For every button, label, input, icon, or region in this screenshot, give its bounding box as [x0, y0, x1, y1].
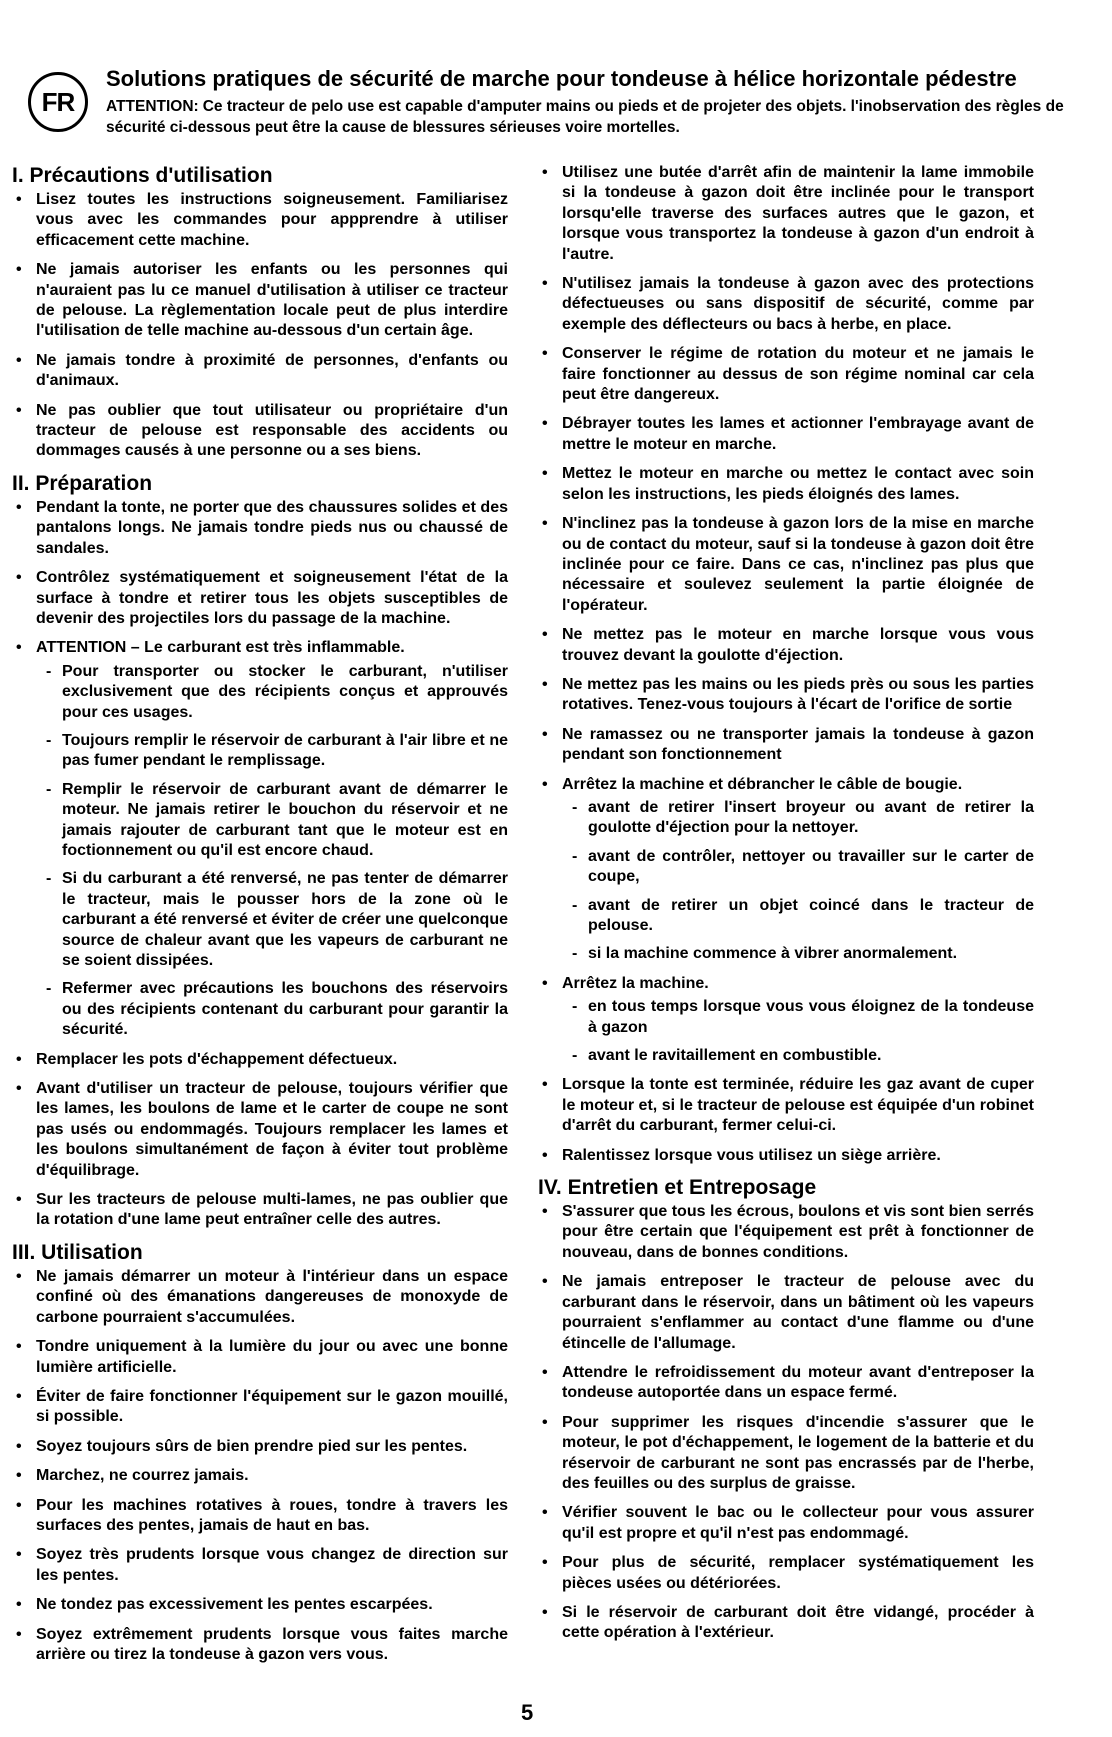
section-heading: II. Préparation	[12, 471, 153, 495]
list-item: • Ralentissez lorsque vous utilisez un siège arrière.	[538, 1146, 1034, 1166]
warning-label: ATTENTION:	[106, 98, 199, 115]
page-number: 5	[521, 1700, 534, 1725]
list-item: • Ne jamais entreposer le tracteur de pelouse avec du carburant dans le réservoir, dans un bâtiment où les vapeurs pourraient s'enflammer au contact d'une flamme ou d'une étincelle de l'allumage.	[538, 1272, 1034, 1354]
list-item	[538, 775, 1034, 965]
list-item-text: Arrêtez la machine.	[562, 974, 709, 992]
warning-text: Ce tracteur de pelo use est capable d'amputer mains ou pieds et de projeter des objets. l'inobservation des règles de sécurité ci-dessous peut être la cause de blessures sérieuses voire mortelles.	[106, 98, 1064, 136]
left-column	[12, 163, 508, 1674]
list-item: • Attendre le refroidissement du moteur avant d'entreposer la tondeuse autoportée dans un espace fermé.	[538, 1363, 1034, 1404]
list-item: • Sur les tracteurs de pelouse multi-lames, ne pas oublier que la rotation d'une lame peut entraîner celle des autres.	[12, 1190, 508, 1231]
list-item	[538, 974, 1034, 1067]
list-item: • Pour plus de sécurité, remplacer systématiquement les pièces usées ou détériorées.	[538, 1553, 1034, 1594]
section-heading: IV. Entretien et Entreposage	[538, 1176, 817, 1200]
list-item: • Vérifier souvent le bac ou le collecteur pour vous assurer qu'il est propre et qu'il n'est pas endommagé.	[538, 1503, 1034, 1544]
sub-list-item: - en tous temps lorsque vous vous éloignez de la tondeuse à gazon	[562, 997, 1034, 1038]
list-item: • Soyez toujours sûrs de bien prendre pied sur les pentes.	[12, 1437, 508, 1457]
list-item: • Ne jamais autoriser les enfants ou les personnes qui n'auraient pas lu ce manuel d'utilisation à utiliser ce tracteur de pelouse. La règlementation locale peut de plus interdire l'utilisation de telle machine au-dessous d'un certain âge.	[12, 260, 508, 342]
list-item: • Contrôlez systématiquement et soigneusement l'état de la surface à tondre et retirer tous les objets susceptibles de devenir des projectiles lors du passage de la machine.	[12, 568, 508, 629]
sub-list-item: - avant de retirer un objet coincé dans le tracteur de pelouse.	[562, 896, 1034, 937]
list-item: • Ne tondez pas excessivement les pentes escarpées.	[12, 1595, 508, 1615]
list-item: • Avant d'utiliser un tracteur de pelouse, toujours vérifier que les lames, les boulons de lame et le carter de coupe ne sont pas usés ou endommagés. Toujours remplacer les lames et les boulons simultanément de façon à éviter tout problème d'équilibrage.	[12, 1079, 508, 1181]
sub-list-item: - avant de retirer l'insert broyeur ou avant de retirer la goulotte d'éjection pour la nettoyer.	[562, 798, 1034, 839]
list-item: • Ne pas oublier que tout utilisateur ou propriétaire d'un tracteur de pelouse est responsable des accidents ou dommages causés à une personne ou a ses biens.	[12, 401, 508, 462]
sub-list-item: - Toujours remplir le réservoir de carburant à l'air libre et ne pas fumer pendant le remplissage.	[36, 731, 508, 772]
section-precautions	[12, 163, 508, 462]
section-heading: I. Précautions d'utilisation	[12, 164, 273, 187]
list-item: • Conserver le régime de rotation du moteur et ne jamais le faire fonctionner au dessus de son régime nominal car cela peut être dangereux.	[538, 344, 1034, 405]
list-item: • Utilisez une butée d'arrêt afin de maintenir la lame immobile si la tondeuse à gazon doit être inclinée pour le transport lorsqu'elle traverse des surfaces autres que le gazon, et lorsque vous transportez la tondeuse à gazon d'un endroit à l'autre.	[538, 163, 1034, 265]
list-item: • Pendant la tonte, ne porter que des chaussures solides et des pantalons longs. Ne jamais tondre pieds nus ou chaussé de sandales.	[12, 498, 508, 559]
list-item: • Pour supprimer les risques d'incendie s'assurer que le moteur, le pot d'échappement, le logement de la batterie et du réservoir de carburant ne sont pas encrassés par de l'herbe, des feuilles ou des surplus de graisse.	[538, 1413, 1034, 1495]
list-item: • N'utilisez jamais la tondeuse à gazon avec des protections défectueuses ou sans dispositif de sécurité, comme par exemple des déflecteurs ou bacs à herbe, en place.	[538, 274, 1034, 335]
list-item: • S'assurer que tous les écrous, boulons et vis sont bien serrés pour être certain que l'équipement est prêt à fonctionner de nouveau, dans de bonnes conditions.	[538, 1202, 1034, 1263]
sub-list-item: - avant de contrôler, nettoyer ou travailler sur le carter de coupe,	[562, 847, 1034, 888]
section-utilisation	[12, 1240, 508, 1666]
list-item: • Si le réservoir de carburant doit être vidangé, procéder à cette opération à l'extérieur.	[538, 1603, 1034, 1644]
section-preparation	[12, 471, 508, 1231]
sub-list-item: - avant le ravitaillement en combustible.	[562, 1046, 1034, 1066]
list-item: • Débrayer toutes les lames et actionner l'embrayage avant de mettre le moteur en marche.	[538, 414, 1034, 455]
list-item: • Tondre uniquement à la lumière du jour ou avec une bonne lumière artificielle.	[12, 1337, 508, 1378]
sub-list-item: - Refermer avec précautions les bouchons des réservoirs ou des récipients contenant du carburant pour garantir la sécurité.	[36, 979, 508, 1040]
list-item: • Mettez le moteur en marche ou mettez le contact avec soin selon les instructions, les pieds éloignés des lames.	[538, 464, 1034, 505]
list-item-text: Arrêtez la machine et débrancher le câble de bougie.	[562, 775, 963, 793]
sub-list-item: - Remplir le réservoir de carburant avant de démarrer le moteur. Ne jamais retirer le bouchon du réservoir et ne jamais rajouter de carburant tant que le moteur est en foctionnement ou qu'il est encore chaud.	[36, 780, 508, 862]
list-item: • Éviter de faire fonctionner l'équipement sur le gazon mouillé, si possible.	[12, 1387, 508, 1428]
list-item: • Lisez toutes les instructions soigneusement. Familiarisez vous avec les commandes pour appprendre à utiliser efficacement cette machine.	[12, 190, 508, 251]
sub-list-item: - Pour transporter ou stocker le carburant, n'utiliser exclusivement que des récipients conçus et approuvés pour ces usages.	[36, 662, 508, 723]
list-item: • Ne mettez pas le moteur en marche lorsque vous vous trouvez devant la goulotte d'éjection.	[538, 625, 1034, 666]
right-column	[538, 163, 1034, 1653]
page-title: Solutions pratiques de sécurité de marche pour tondeuse à hélice horizontale pédestre	[106, 66, 1017, 91]
list-item: • Remplacer les pots d'échappement défectueux.	[12, 1050, 508, 1070]
list-item: • Ne jamais démarrer un moteur à l'intérieur dans un espace confiné où des émanations dangereuses de monoxyde de carbone pourraient s'accumulées.	[12, 1267, 508, 1328]
list-item: • Lorsque la tonte est terminée, réduire les gaz avant de cuper le moteur et, si le tracteur de pelouse est équipée d'un robinet d'arrêt du carburant, fermer celui-ci.	[538, 1075, 1034, 1136]
warning-notice	[106, 96, 1086, 138]
sub-list-item: - si la machine commence à vibrer anormalement.	[562, 944, 1034, 964]
section-utilisation-continued	[538, 163, 1034, 1166]
list-item: • Pour les machines rotatives à roues, tondre à travers les surfaces des pentes, jamais de haut en bas.	[12, 1496, 508, 1537]
list-item: • Ne jamais tondre à proximité de personnes, d'enfants ou d'animaux.	[12, 351, 508, 392]
list-item: • Soyez extrêmement prudents lorsque vous faites marche arrière ou tirez la tondeuse à gazon vers vous.	[12, 1625, 508, 1666]
page-header	[24, 64, 1084, 150]
language-badge: FR	[28, 72, 88, 132]
list-item: • Ne mettez pas les mains ou les pieds près ou sous les parties rotatives. Tenez-vous toujours à l'écart de l'orifice de sortie	[538, 675, 1034, 716]
section-heading: III. Utilisation	[12, 1240, 143, 1264]
section-entretien	[538, 1175, 1034, 1644]
list-item	[12, 638, 508, 1040]
list-item-text: ATTENTION – Le carburant est très inflammable.	[36, 639, 405, 657]
list-item: • Marchez, ne courrez jamais.	[12, 1466, 508, 1486]
list-item: • Soyez très prudents lorsque vous changez de direction sur les pentes.	[12, 1545, 508, 1586]
list-item: • Ne ramassez ou ne transporter jamais la tondeuse à gazon pendant son fonctionnement	[538, 725, 1034, 766]
sub-list-item: - Si du carburant a été renversé, ne pas tenter de démarrer le tracteur, mais le pousser hors de la zone où le carburant a été renversé et éviter de créer une quelconque source de chaleur avant que les vapeurs de carburant ne se soient dissipées.	[36, 869, 508, 971]
list-item: • N'inclinez pas la tondeuse à gazon lors de la mise en marche ou de contact du moteur, sauf si la tondeuse à gazon doit être inclinée pour ce faire. Dans ce cas, n'inclinez pas plus que nécessaire et soulevez seulement la partie éloignée de l'opérateur.	[538, 514, 1034, 616]
